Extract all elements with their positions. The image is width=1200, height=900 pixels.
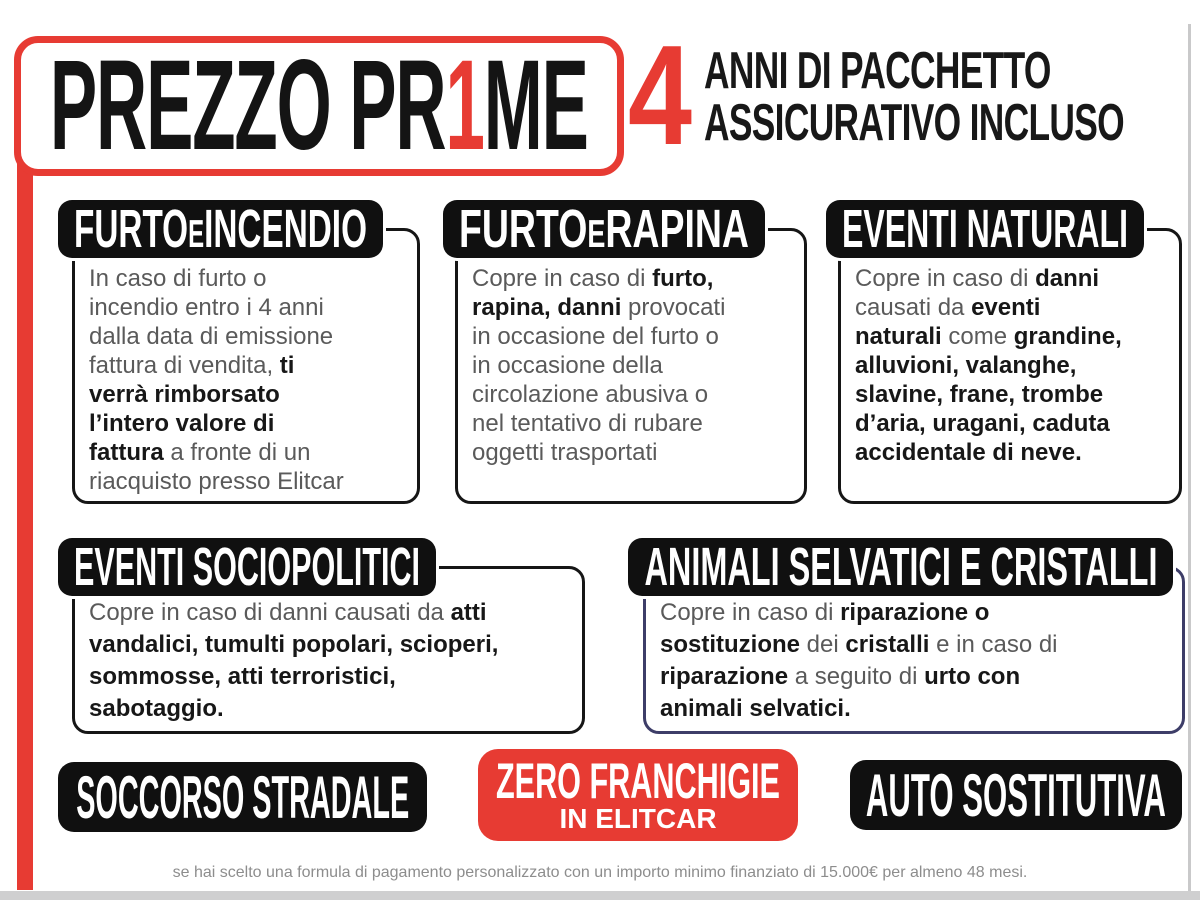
card-furto-rapina-body [455,228,807,504]
subtitle-lines [704,41,1144,152]
badge-zero-franchigie [478,749,798,841]
card-animali-selvatici-cristalli-header: ANIMALI SELVATICI E CRISTALLI [628,538,1173,596]
card-furto-incendio [58,200,420,504]
footer-note: se hai scelto una formula di pagamento personalizzato con un importo minimo finanziato di 15.000€ per almeno 48 mesi. [172,864,1028,881]
subtitle-line-1: ANNI DI PACCHETTO [704,41,1051,100]
card-furto-incendio-body [72,228,420,504]
red-accent-bar [17,158,33,890]
zero-franchigie-line-1: ZERO FRANCHIGIE [496,753,780,809]
frame-right-line [1188,24,1191,900]
accent-number-4: 4 [628,16,692,175]
subtitle-line-2: ASSICURATIVO INCLUSO [704,93,1124,152]
card-eventi-naturali-header: EVENTI NATURALI [826,200,1144,258]
subtitle-block [628,16,1144,175]
title-box [14,36,624,176]
card-furto-incendio-text: In caso di furto o incendio entro i 4 anni dalla data di emissione fattura di vendita, ti verrà rimborsato l’intero valore di fattura a fronte di un riacquisto presso Elitcar [89,265,344,495]
card-eventi-sociopolitici-text: Copre in caso di danni causati da atti vandalici, tumulti popolari, scioperi, sommosse, atti terroristici, sabotaggio. [89,599,499,722]
card-furto-rapina [443,200,807,504]
card-eventi-sociopolitici-header: EVENTI SOCIOPOLITICI [58,538,436,596]
page-title: PREZZO PR1ME [50,34,588,177]
card-eventi-naturali-text: Copre in caso di danni causati da eventi naturali come grandine, alluvioni, valanghe, slavine, frane, trombe d’aria, uragani, caduta accidentale di neve. [855,265,1122,466]
card-furto-incendio-header: FURTOEINCENDIO [58,200,383,258]
card-eventi-naturali-body [838,228,1182,504]
card-eventi-sociopolitici [58,538,585,734]
frame-bottom-strip [0,891,1200,900]
card-furto-rapina-text: Copre in caso di furto, rapina, danni provocati in occasione del furto o in occasione della circolazione abusiva o nel tentativo di rubare oggetti trasportati [472,265,726,466]
card-furto-rapina-header: FURTOERAPINA [443,200,765,258]
zero-franchigie-line-2: IN ELITCAR [559,803,717,834]
badge-soccorso-stradale: SOCCORSO STRADALE [58,762,427,832]
card-animali-selvatici-cristalli-text: Copre in caso di riparazione o sostituzione dei cristalli e in caso di riparazione a seguito di urto con animali selvatici. [660,599,1058,722]
card-eventi-naturali [826,200,1182,504]
badge-auto-sostitutiva: AUTO SOSTITUTIVA [850,760,1182,830]
card-animali-selvatici-cristalli [628,538,1185,734]
